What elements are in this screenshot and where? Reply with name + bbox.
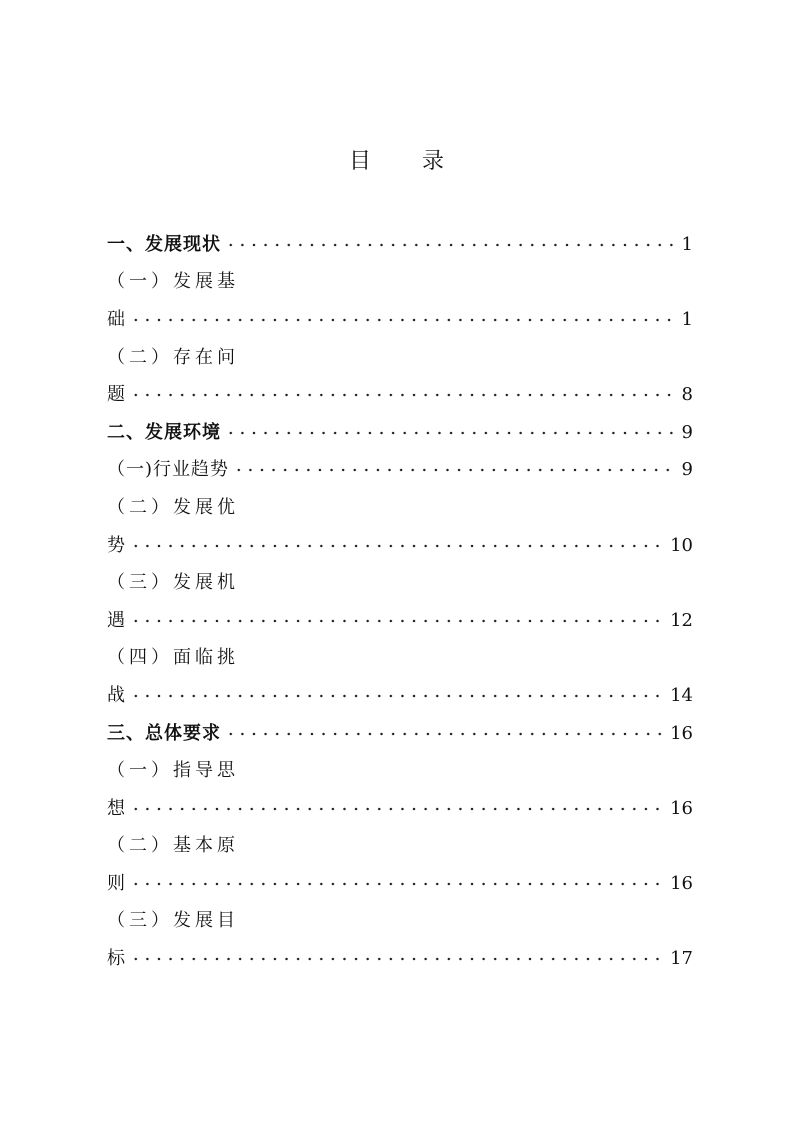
toc-page-number: 10 [670, 534, 693, 556]
dot-leader [130, 685, 666, 707]
toc-page-number: 12 [670, 609, 693, 631]
toc-heading-line [107, 752, 693, 790]
toc-entry-label: 题 [107, 384, 126, 406]
toc-page-number: 1 [681, 233, 693, 255]
toc-entry-label: 遇 [107, 609, 126, 631]
toc-entry-label: 一、发展现状 [107, 233, 221, 255]
toc-page-number: 16 [670, 872, 693, 894]
table-of-contents [107, 226, 693, 978]
toc-entry-label: （一）指导思 [107, 760, 239, 782]
toc-entry-label: （二）发展优 [107, 496, 239, 518]
toc-entry-label: 则 [107, 872, 126, 894]
toc-entry-label: 想 [107, 797, 126, 819]
toc-entry[interactable] [107, 715, 693, 753]
toc-entry-label: 三、总体要求 [107, 722, 221, 744]
toc-heading-line [107, 264, 693, 302]
toc-heading-line [107, 828, 693, 866]
page-title: 目 录 [349, 149, 466, 174]
toc-entry[interactable] [107, 677, 693, 715]
toc-entry[interactable] [107, 414, 693, 452]
toc-page-number: 14 [670, 684, 693, 706]
toc-entry-label: （一）发展基 [107, 271, 239, 293]
toc-entry[interactable] [107, 452, 693, 490]
toc-page-number: 17 [670, 948, 693, 970]
toc-page-number: 16 [670, 797, 693, 819]
dot-leader [225, 234, 678, 256]
dot-leader [130, 610, 666, 632]
toc-entry-label: （三）发展目 [107, 910, 239, 932]
toc-entry[interactable] [107, 865, 693, 903]
toc-page-number: 9 [681, 459, 693, 481]
toc-entry[interactable] [107, 940, 693, 978]
toc-entry-label: （四）面临挑 [107, 647, 239, 669]
toc-page-number: 1 [681, 308, 693, 330]
toc-heading-line [107, 903, 693, 941]
dot-leader [225, 422, 678, 444]
toc-page-number: 8 [681, 384, 693, 406]
dot-leader [130, 948, 666, 970]
toc-entry-label: 二、发展环境 [107, 421, 221, 443]
toc-page-number: 16 [670, 722, 693, 744]
toc-heading-line [107, 564, 693, 602]
toc-entry-label: 势 [107, 534, 126, 556]
toc-heading-line [107, 339, 693, 377]
toc-entry-label: 战 [107, 684, 126, 706]
toc-entry-label: （二）基本原 [107, 835, 239, 857]
dot-leader [130, 309, 678, 331]
toc-entry[interactable] [107, 602, 693, 640]
dot-leader [233, 459, 678, 481]
toc-entry[interactable] [107, 376, 693, 414]
toc-page-number: 9 [681, 421, 693, 443]
toc-entry-label: （二）存在问 [107, 346, 239, 368]
toc-entry-label: （一)行业趋势 [107, 459, 230, 481]
toc-entry-label: （三）发展机 [107, 572, 239, 594]
dot-leader [130, 798, 666, 820]
toc-entry-label: 标 [107, 948, 126, 970]
dot-leader [130, 873, 666, 895]
dot-leader [225, 723, 666, 745]
toc-entry[interactable] [107, 226, 693, 264]
dot-leader [130, 535, 666, 557]
toc-entry-label: 础 [107, 308, 126, 330]
toc-heading-line [107, 640, 693, 678]
toc-entry[interactable] [107, 790, 693, 828]
toc-entry[interactable] [107, 527, 693, 565]
toc-entry[interactable] [107, 301, 693, 339]
dot-leader [130, 384, 678, 406]
toc-heading-line [107, 489, 693, 527]
